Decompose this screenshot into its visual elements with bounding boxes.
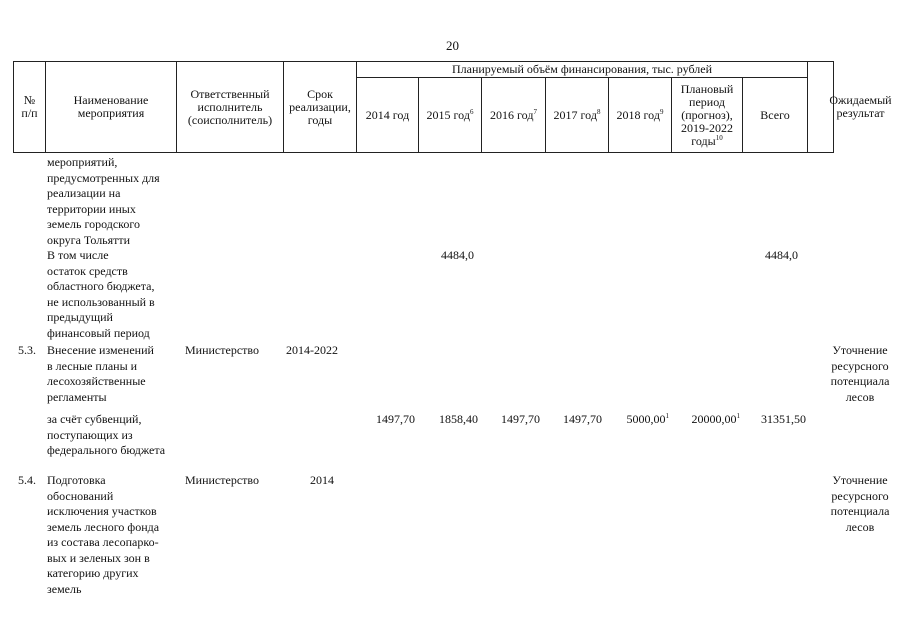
header-result: Ожидаемый результат (829, 93, 892, 120)
header-total: Всего (760, 107, 790, 122)
header-funding: Планируемый объём финансирования, тыс. рублей (451, 62, 712, 76)
header-name: Наименование мероприятия (73, 93, 149, 120)
incl-name: В том числе остаток средств областного бюджета, не использованный в предыдущий финансовый период (47, 248, 155, 340)
row-5-3-executor: Министерство (185, 343, 259, 357)
row-5-3-term: 2014-2022 (286, 343, 338, 357)
header-year-2016: 2016 год$^7$ (490, 107, 537, 122)
page-number: 20 (446, 38, 459, 53)
header-year-2014: 2014 год (365, 107, 410, 122)
subvention-name: за счёт субвенций, поступающих из федерального бюджета (47, 412, 166, 457)
row-5-4-executor: Министерство (185, 473, 259, 487)
subvention-2014: 1497,70 (376, 412, 415, 426)
header-num: № п/п (21, 93, 38, 120)
cont-name: мероприятий, предусмотренных для реализации на территории иных земель городского округа Тольятти (47, 155, 160, 247)
header-bottom-border (13, 152, 834, 153)
header-year-2017: 2017 год$^8$ (553, 107, 601, 122)
header-plan-period: Плановый период (прогноз), 2019-2022 годы$^{10}$ (680, 81, 734, 148)
row-5-3-num: 5.3. (18, 343, 36, 357)
subvention-2015: 1858,40 (439, 412, 478, 426)
subvention-total: 31351,50 (761, 412, 806, 426)
header-year-2015: 2015 год$^6$ (426, 107, 474, 122)
subvention-2016: 1497,70 (501, 412, 540, 426)
incl-total-value: 4484,0 (765, 248, 798, 262)
row-5-3-result: Уточнение ресурсного потенциала лесов (830, 343, 890, 404)
row-5-3-name: Внесение изменений в лесные планы и лесохозяйственные регламенты (47, 343, 154, 404)
header-term: Срок реализации, годы (289, 86, 351, 127)
subvention-2017: 1497,70 (563, 412, 602, 426)
subvention-plan: 20000,00$^1$ (691, 412, 740, 426)
row-5-4-name: Подготовка обоснований исключения участков земель лесного фонда из состава лесопарко- вых и зеленых зон в категорию других земель (47, 473, 160, 596)
header-executor: Ответственный исполнитель (соисполнитель) (187, 86, 273, 127)
incl-2015-value: 4484,0 (441, 248, 474, 262)
row-5-4-term: 2014 (310, 473, 334, 487)
header-year-2018: 2018 год$^9$ (616, 107, 664, 122)
subvention-2018: 5000,00$^1$ (626, 412, 669, 426)
row-5-4-result: Уточнение ресурсного потенциала лесов (830, 473, 890, 534)
row-5-4-num: 5.4. (18, 473, 36, 487)
